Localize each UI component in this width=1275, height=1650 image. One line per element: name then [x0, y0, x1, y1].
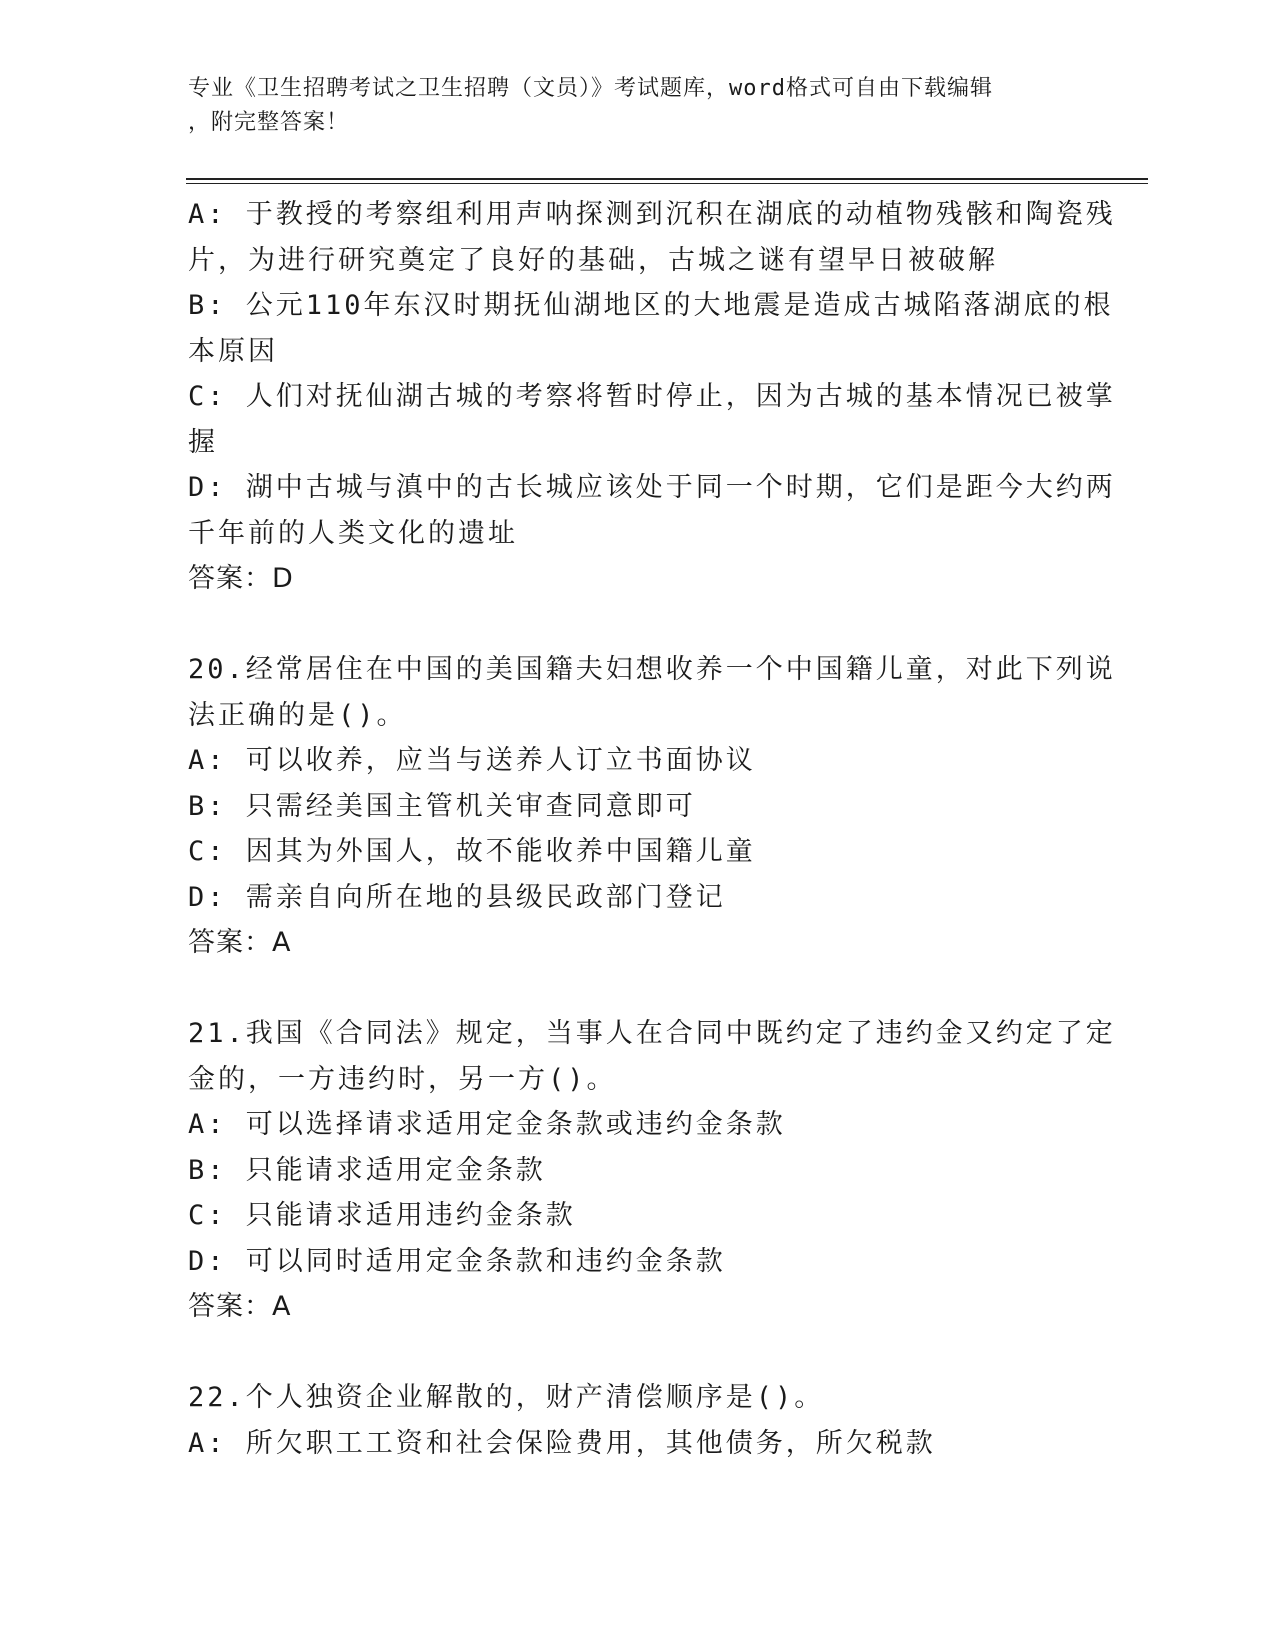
option-b: B: 只能请求适用定金条款 [188, 1154, 546, 1186]
spacer [188, 1330, 1078, 1376]
option-d: D: 可以同时适用定金条款和违约金条款 [188, 1245, 726, 1277]
option-a-line-2: 片，为进行研究奠定了良好的基础，古城之谜有望早日被破解 [188, 244, 998, 276]
spacer [188, 966, 1078, 1012]
spacer [188, 602, 1078, 648]
option-c: C: 只能请求适用违约金条款 [188, 1200, 576, 1231]
option-b-line-2: 本原因 [188, 335, 278, 367]
question-21 [188, 1011, 1116, 1330]
header-divider-thick [186, 178, 1148, 180]
answer-label: 答案：A [188, 1291, 292, 1322]
option-b: B: 只需经美国主管机关审查同意即可 [188, 790, 696, 822]
question-22 [188, 1375, 1078, 1466]
header-divider-thin [186, 183, 1148, 184]
option-b-line-1: B: 公元110年东汉时期抚仙湖地区的大地震是造成古城陷落湖底的根 [188, 290, 1114, 321]
answer-label: 答案：D [188, 563, 294, 594]
option-a-line-1: A: 于教授的考察组利用声呐探测到沉积在湖底的动植物残骸和陶瓷残 [188, 199, 1116, 230]
question-stem-line-2: 法正确的是()。 [188, 699, 407, 731]
option-c: C: 因其为外国人，故不能收养中国籍儿童 [188, 836, 756, 867]
option-d-line-2: 千年前的人类文化的遗址 [188, 517, 518, 549]
option-a: A: 可以收养，应当与送养人订立书面协议 [188, 745, 756, 776]
question-20 [188, 647, 1116, 966]
document-header [188, 72, 1068, 140]
option-a: A: 可以选择请求适用定金条款或违约金条款 [188, 1109, 786, 1140]
question-content [188, 192, 1116, 1466]
question-19-options [188, 192, 1116, 602]
answer-label: 答案：A [188, 927, 292, 958]
header-line-1: 专业《卫生招聘考试之卫生招聘（文员）》考试题库，word格式可自由下载编辑 [188, 76, 993, 101]
question-stem-line-1: 20.经常居住在中国的美国籍夫妇想收养一个中国籍儿童，对此下列说 [188, 654, 1116, 685]
header-line-2: ，附完整答案！ [188, 110, 350, 135]
question-stem-line-1: 21.我国《合同法》规定，当事人在合同中既约定了违约金又约定了定 [188, 1018, 1116, 1049]
option-a: A: 所欠职工工资和社会保险费用，其他债务，所欠税款 [188, 1427, 936, 1459]
option-d: D: 需亲自向所在地的县级民政部门登记 [188, 881, 726, 913]
option-d-line-1: D: 湖中古城与滇中的古长城应该处于同一个时期，它们是距今大约两 [188, 472, 1116, 503]
option-c-line-1: C: 人们对抚仙湖古城的考察将暂时停止，因为古城的基本情况已被掌 [188, 381, 1116, 412]
option-c-line-2: 握 [188, 426, 218, 458]
question-stem-line-2: 金的，一方违约时，另一方()。 [188, 1063, 617, 1095]
question-stem: 22.个人独资企业解散的，财产清偿顺序是()。 [188, 1382, 825, 1413]
